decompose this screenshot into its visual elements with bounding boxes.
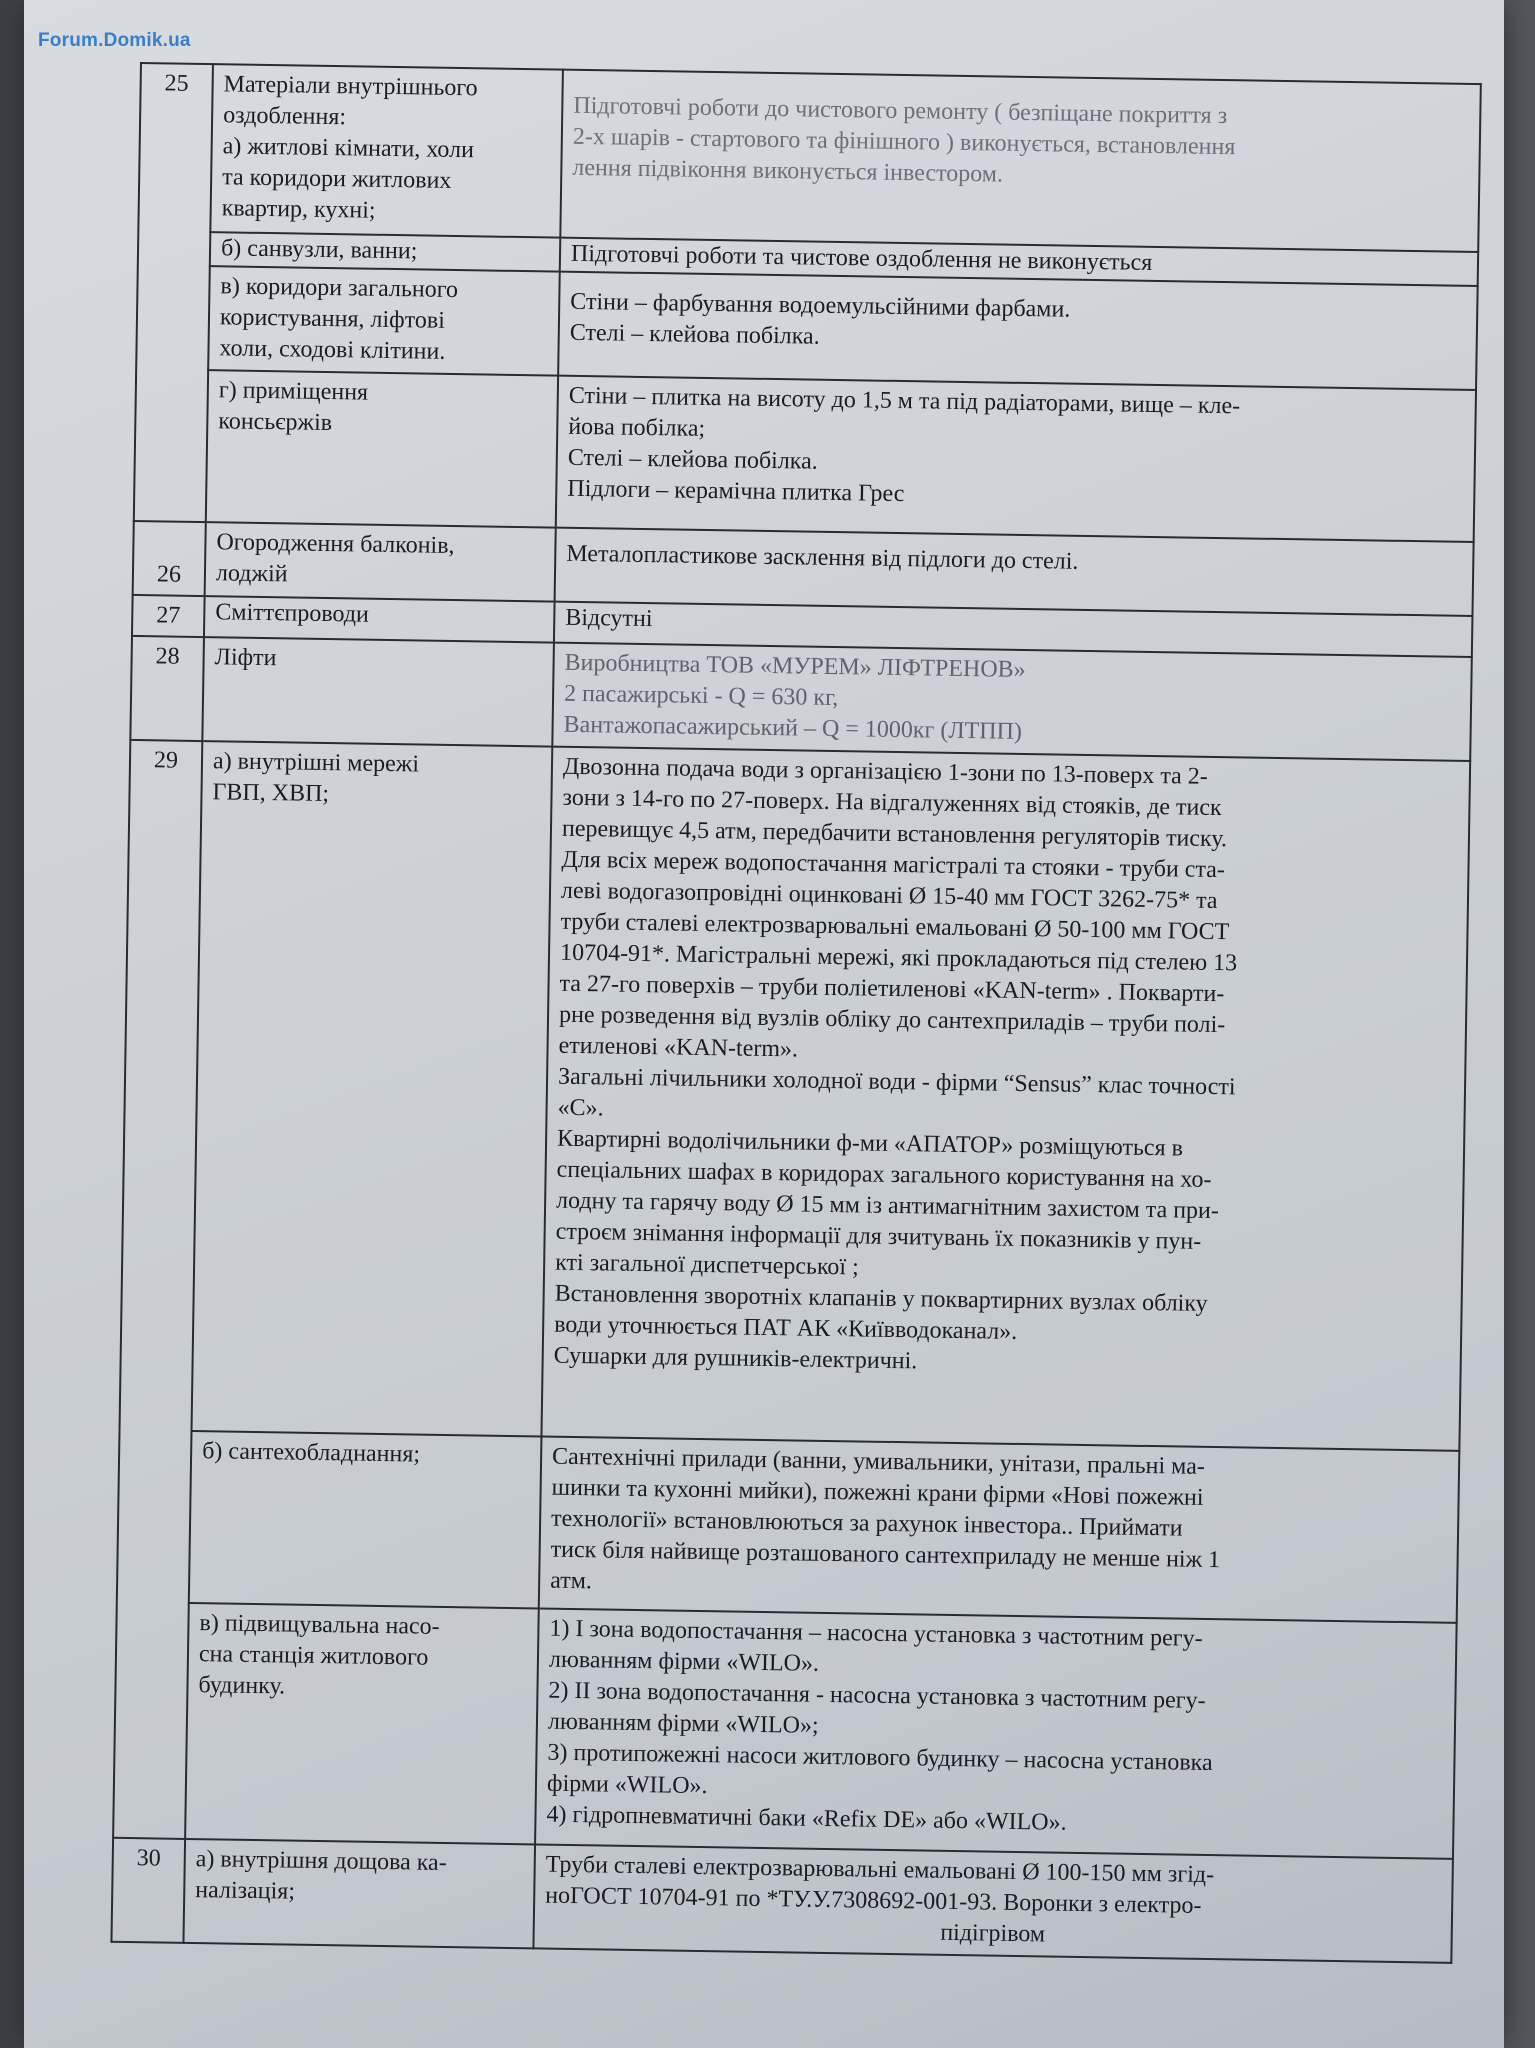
item-name: б) сантехобладнання; (189, 1431, 542, 1608)
item-name: Сміттєпроводи (204, 596, 555, 642)
item-name: г) приміщення консьєржів (206, 370, 558, 527)
row-number: 28 (130, 636, 204, 741)
item-description: 1) І зона водопостачання – насосна установка з частотним регу- люванням фірми «WILO». 2) ІІ зона водопостачання - насосна установка з частотним регу- люванням фірми «WILO»; 3) протипожежні насоси житлового будинку – насосна установка фірми «WILO». 4) гідропневматичні баки «Refix DE» або «WILO». (535, 1608, 1457, 1858)
table-row (113, 1602, 1457, 1859)
item-description: Двозонна подача води з організацією 1-зони по 13-поверх та 2- зони з 14-го по 27-поверх. На відгалуженнях від стояків, де тиск перевищує 4,5 атм, передбачити встановлення регуляторів тиску. Для всіх мереж водопостачання магістралі та стояки - труби ста- леві водогазопровідні оцинковані Ø 15-40 мм ГОСТ 3262-75* та труби сталеві електрозварювальні емальовані Ø 50-100 мм ГОСТ 10704-91*. Магістральні мережі, які прокладаються під стелею 13 та 27-го поверхів – труби поліетиленові «KAN-term» . Покварти- рне розведення від вузлів обліку до сантехприладів – труби полі- етиленові «KAN-term». Загальні лічильники холодної води - фірми “Sensus” клас точності «С». Квартирні водолічильники ф-ми «АПАТОР» розміщуються в спеціальних шафах в коридорах загального користування на хо- лодну та гарячу воду Ø 15 мм із антимагнітним захистом та при- строєм знімання інформації для зчитувань їх показників у пун- кті загальної диспетчерської ; Встановлення зворотніх клапанів у поквартирних вузлах обліку води уточнюється ПАТ АК «Київводоканал». Сушарки для рушників-електричні. (541, 747, 1470, 1451)
table-row (134, 369, 1476, 542)
item-name: а) внутрішня дощова ка- налізація; (183, 1839, 535, 1948)
item-description: Стіни – плитка на висоту до 1,5 м та під радіаторами, вище – кле- йова побілка; Стелі – клейова побілка. Підлоги – керамічна плитка Грес (556, 376, 1476, 542)
item-name: в) підвищувальна насо- сна станція житлового будинку. (185, 1603, 539, 1844)
item-name: Огородження балконів, лоджій (205, 522, 556, 601)
item-name: б) санвузли, ванни; (210, 232, 560, 271)
item-description: Стіни – фарбування водоемульсійними фарбами. Стелі – клейова побілка. (558, 272, 1478, 390)
item-description: Сантехнічні прилади (ванни, умивальники, унітази, пральні ма- шинки та кухонні мийки), пожежні крани фірми «Нові пожежні технології» встановлюються за рахунок інвестора.. Приймати тиск біля найвище розташованого сантехприладу не менше ніж 1 атм. (539, 1436, 1460, 1622)
spec-sheet (110, 62, 1479, 1964)
item-description: Підготовчі роботи та чистове оздоблення не виконується (560, 238, 1478, 286)
row-number: 30 (111, 1838, 185, 1943)
row-number: 29 (113, 740, 202, 1839)
table-row (117, 1430, 1460, 1623)
item-description: Металопластикове засклення від підлоги до стелі. (555, 528, 1474, 616)
item-name: а) внутрішні мережі ГВП, ХВП; (192, 741, 553, 1436)
spec-table (110, 62, 1481, 1964)
item-name: Матеріали внутрішнього оздоблення: а) житлові кімнати, холи та коридори житлових квартир, кухні; (210, 64, 563, 237)
item-name: в) коридори загального користування, ліфтові холи, сходові клітини. (208, 266, 560, 375)
row-number: 25 (134, 63, 213, 522)
watermark: Forum.Domik.ua (38, 30, 191, 51)
item-description: Труби сталеві електрозварювальні емальовані Ø 100-150 мм згід- ноГОСТ 10704-91 по *ТУ.У.7308692-001-93. Воронки з електро- підігрівом (533, 1844, 1453, 1962)
row-number: 26 (133, 521, 206, 596)
item-name: Ліфти (202, 637, 554, 746)
item-description: Виробництва ТОВ «МУРЕМ» ЛІФТРЕНОВ» 2 пасажирські - Q = 630 кг, Вантажопасажирський – Q = 1000кг (ЛТПП) (552, 643, 1472, 761)
table-row (138, 63, 1480, 252)
item-description: Відсутні (554, 602, 1473, 657)
table-row (111, 1838, 1452, 1963)
table-row (120, 740, 1471, 1451)
row-number: 27 (132, 595, 205, 637)
item-description: Підготовчі роботи до чистового ремонту ( безпіщане покриття з 2-х шарів - стартового та фінішного ) виконується, встановлення лення підвіконня виконується інвестором. (560, 70, 1481, 252)
